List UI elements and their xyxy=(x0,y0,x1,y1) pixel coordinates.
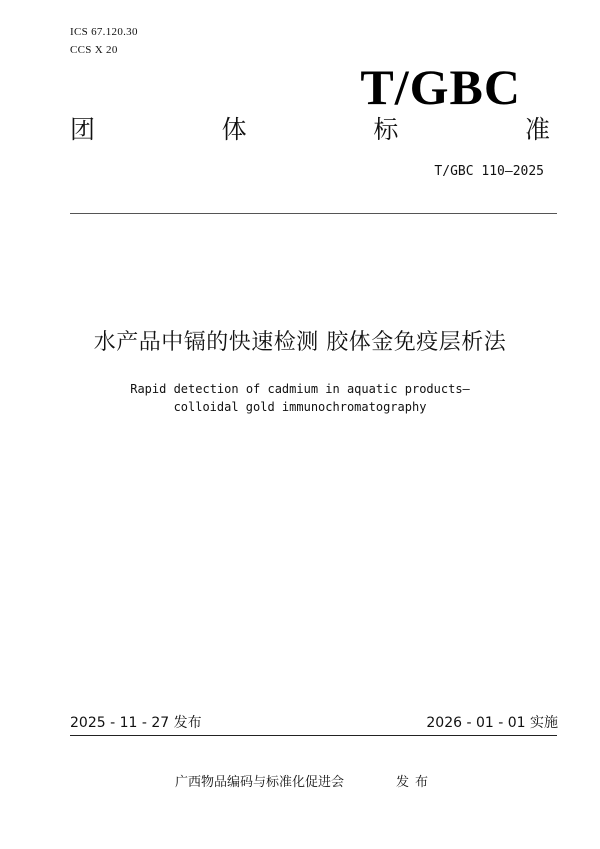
standard-logo: T/GBC xyxy=(360,59,521,115)
standard-number: T/GBC 110—2025 xyxy=(434,164,544,179)
standard-type-char: 准 xyxy=(524,115,550,144)
publish-date: 2025 - 11 - 27 发布 xyxy=(70,715,202,731)
footer-divider xyxy=(70,735,557,736)
title-english-line1: Rapid detection of cadmium in aquatic products— xyxy=(130,382,470,396)
title-chinese: 水产品中镉的快速检测 胶体金免疫层析法 xyxy=(93,330,507,355)
header-divider xyxy=(70,213,557,214)
standard-type-heading xyxy=(70,115,550,145)
effective-date: 2026 - 01 - 01 实施 xyxy=(426,715,558,731)
standard-type-char: 标 xyxy=(373,115,399,144)
standard-type-char: 团 xyxy=(70,115,96,144)
ics-code: ICS 67.120.30 xyxy=(70,26,138,38)
ccs-code: CCS X 20 xyxy=(70,44,118,56)
standard-type-char: 体 xyxy=(221,115,247,144)
issuing-organization: 广西物品编码与标准化促进会 xyxy=(175,775,345,790)
issue-label: 发布 xyxy=(396,775,435,790)
title-english-line2: colloidal gold immunochromatography xyxy=(173,400,427,414)
